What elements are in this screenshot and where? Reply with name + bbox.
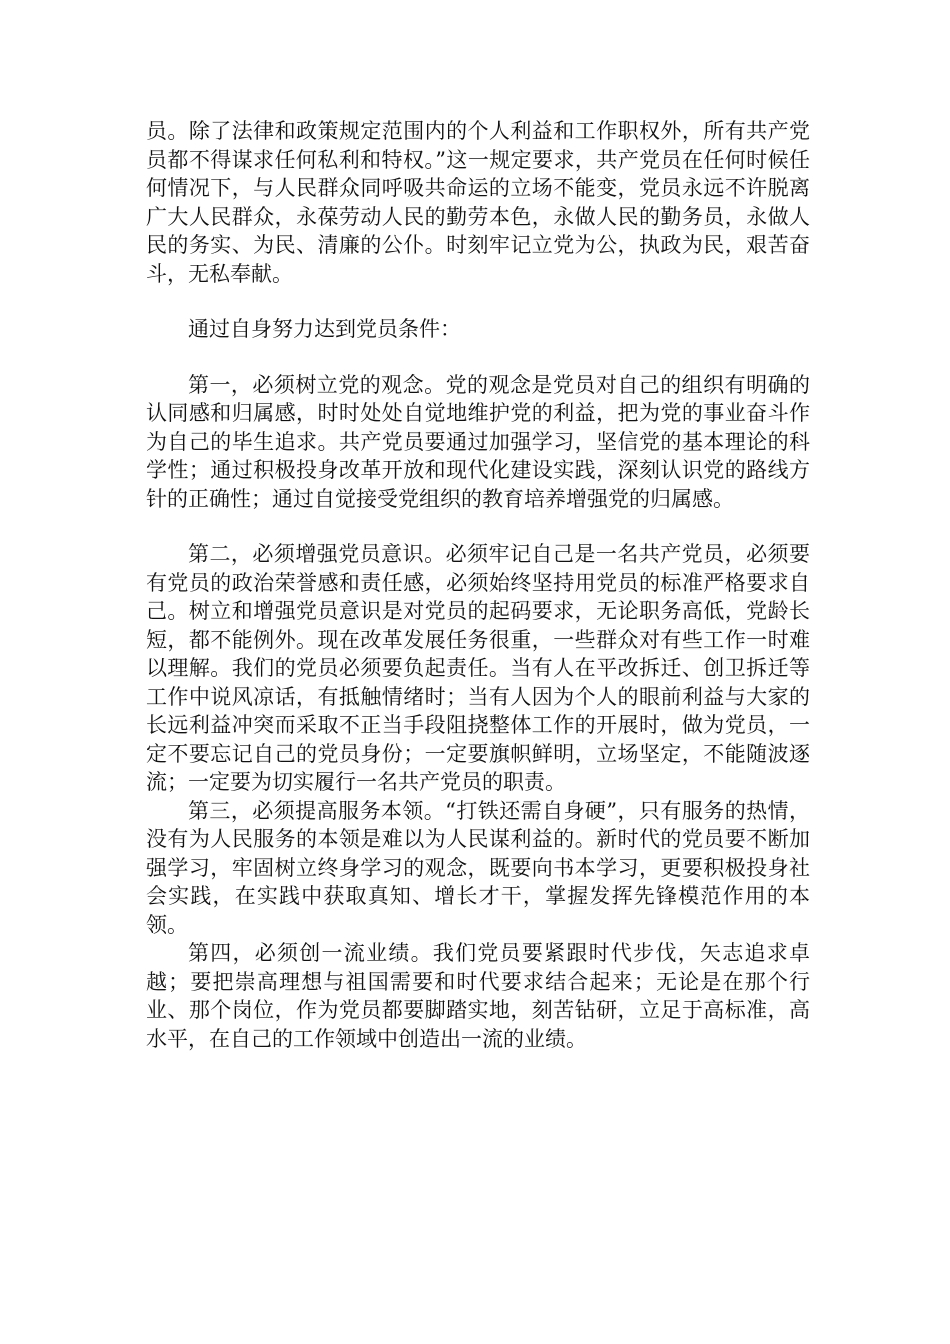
paragraph-fourth-point: 第四，必须创一流业绩。我们党员要紧跟时代步伐，矢志追求卓越；要把崇高理想与祖国需要和时代要求结合起来；无论是在那个行业、那个岗位，作为党员都要脚踏实地，刻苦钻研，立足于高标准，高水平，在自己的工作领域中创造出一流的业绩。	[146, 941, 810, 1051]
paragraph-second-point: 第二，必须增强党员意识。必须牢记自己是一名共产党员，必须要有党员的政治荣誉感和责任感，必须始终坚持用党员的标准严格要求自己。树立和增强党员意识是对党员的起码要求，无论职务高低，党龄长短，都不能例外。现在改革发展任务很重，一些群众对有些工作一时难以理解。我们的党员必须要负起责任。当有人在平改拆迁、创卫拆迁等工作中说风凉话，有抵触情绪时；当有人因为个人的眼前利益与大家的长远利益冲突而采取不正当手段阻挠整体工作的开展时，做为党员，一定不要忘记自己的党员身份；一定要旗帜鲜明，立场坚定，不能随波逐流；一定要为切实履行一名共产党员的职责。	[146, 542, 810, 794]
paragraph-third-point: 第三，必须提高服务本领。“打铁还需自身硬”，只有服务的热情，没有为人民服务的本领是难以为人民谋利益的。新时代的党员要不断加强学习，牢固树立终身学习的观念，既要向书本学习，更要积极投身社会实践，在实践中获取真知、增长才干，掌握发挥先锋模范作用的本领。	[146, 798, 810, 937]
document-body	[146, 117, 810, 1053]
paragraph-conditions-heading: 通过自身努力达到党员条件：	[188, 317, 461, 341]
paragraph-continuation: 员。除了法律和政策规定范围内的个人利益和工作职权外，所有共产党员都不得谋求任何私利和特权。”这一规定要求，共产党员在任何时候任何情况下，与人民群众同呼吸共命运的立场不能变，党员永远不许脱离广大人民群众，永葆劳动人民的勤劳本色，永做人民的勤务员，永做人民的务实、为民、清廉的公仆。时刻牢记立党为公，执政为民，艰苦奋斗，无私奉献。	[146, 119, 810, 286]
paragraph-first-point: 第一，必须树立党的观念。党的观念是党员对自己的组织有明确的认同感和归属感，时时处处自觉地维护党的利益，把为党的事业奋斗作为自己的毕生追求。共产党员要通过加强学习，坚信党的基本理论的科学性；通过积极投身改革开放和现代化建设实践，深刻认识党的路线方针的正确性；通过自觉接受党组织的教育培养增强党的归属感。	[146, 372, 810, 511]
